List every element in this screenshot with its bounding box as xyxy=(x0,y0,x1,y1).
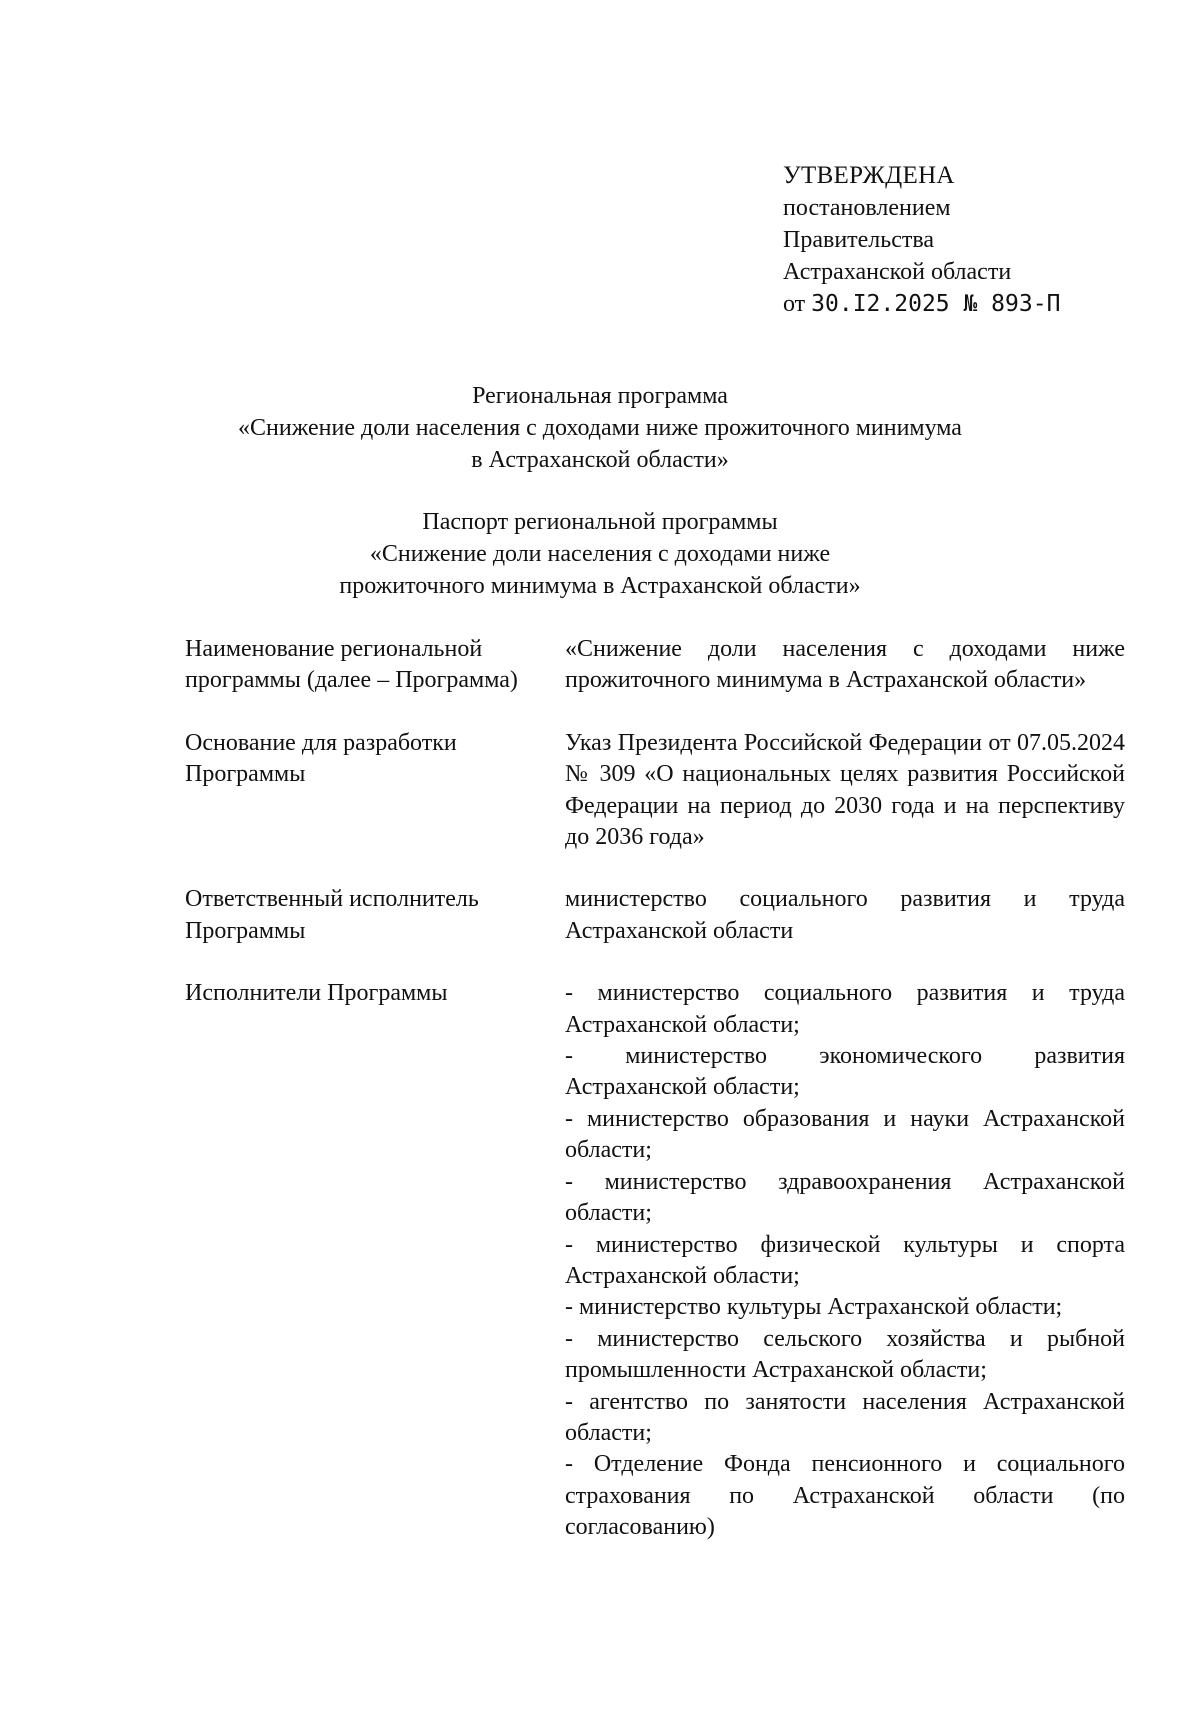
passport-title-line: Паспорт региональной программы xyxy=(422,509,778,535)
approval-line: постановлением xyxy=(783,195,951,221)
approval-line: Правительства xyxy=(783,227,935,253)
passport-table xyxy=(185,634,1125,1575)
approval-heading: УТВЕРЖДЕНА xyxy=(783,162,955,189)
approval-date-prefix: от xyxy=(783,291,806,317)
approval-stamp xyxy=(783,160,1123,320)
executor-item: - министерство физической культуры и спорта Астраханской области; xyxy=(565,1231,1125,1289)
executor-item: - министерство сельского хозяйства и рыбной промышленности Астраханской области; xyxy=(565,1325,1125,1384)
executor-item: - Отделение Фонда пенсионного и социального страхования по Астраханской области (по согласованию) xyxy=(565,1451,1125,1541)
program-title-line: «Снижение доли населения с доходами ниже прожиточного минимума xyxy=(238,415,962,441)
passport-row-responsible xyxy=(185,884,1125,947)
executor-item: - министерство экономического развития Астраханской области; xyxy=(565,1043,1125,1101)
passport-title-line: «Снижение доли населения с доходами ниже xyxy=(369,541,831,567)
passport-row-label: Наименование региональной программы (далее – Программа) xyxy=(185,636,518,694)
program-title xyxy=(0,380,1200,476)
passport-row-label: Ответственный исполнитель Программы xyxy=(185,886,479,944)
passport-row-value: «Снижение доли населения с доходами ниже прожиточного минимума в Астраханской области» xyxy=(565,636,1125,694)
executor-item: - министерство социального развития и труда Астраханской области; xyxy=(565,980,1125,1038)
executor-item: - агентство по занятости населения Астраханской области; xyxy=(565,1388,1125,1446)
passport-row-value: министерство социального развития и труда Астраханской области xyxy=(565,886,1125,944)
executor-item: - министерство образования и науки Астраханской области; xyxy=(565,1105,1125,1164)
program-title-line: в Астраханской области» xyxy=(471,447,729,473)
program-title-line: Региональная программа xyxy=(472,383,728,409)
passport-row-basis xyxy=(185,728,1125,854)
executor-item: - министерство здравоохранения Астраханской области; xyxy=(565,1168,1125,1227)
passport-row-label: Исполнители Программы xyxy=(185,980,448,1007)
approval-date-line xyxy=(783,288,1123,320)
passport-row-value: Указ Президента Российской Федерации от 07.05.2024 № 309 «О национальных целях развития Российской Федерации на период до 2030 года и на перспективу до 2036 года» xyxy=(565,729,1125,851)
passport-row-label: Основание для разработки Программы xyxy=(185,729,457,788)
approval-line: Астраханской области xyxy=(783,259,1012,285)
passport-row-name xyxy=(185,634,1125,697)
executor-item: - министерство культуры Астраханской области; xyxy=(565,1294,1063,1321)
executors-list xyxy=(565,978,1125,1543)
passport-title-line: прожиточного минимума в Астраханской области» xyxy=(339,573,861,599)
approval-date-number: 30.I2.2025 № 893-П xyxy=(811,291,1061,317)
passport-title xyxy=(0,506,1200,602)
passport-row-executors xyxy=(185,978,1125,1543)
